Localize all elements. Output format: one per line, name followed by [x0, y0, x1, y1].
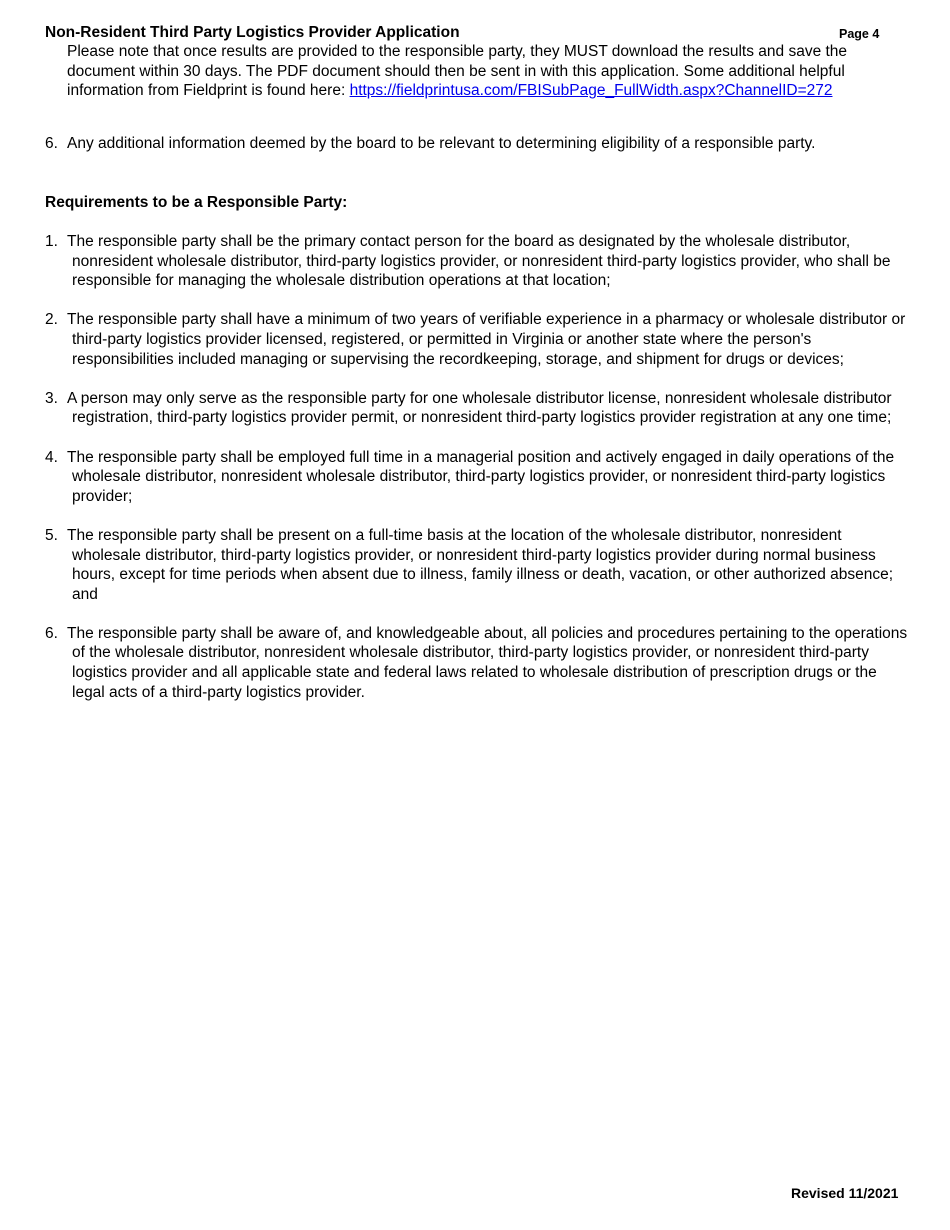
list-item [45, 448, 910, 507]
list-item-text: The responsible party shall be aware of, and knowledgeable about, all policies and procedures pertaining to the operations of the wholesale distributor, nonresident wholesale distributor, third-party logistics provider, or nonresident third-party logistics provider and all applicable state and federal laws related to wholesale distribution of prescription drugs or the legal acts of a third-party logistics provider. [67, 624, 908, 701]
list-item [45, 310, 910, 369]
list-item-text: A person may only serve as the responsible party for one wholesale distributor license, nonresident wholesale distributor registration, third-party logistics provider permit, or nonresident third-party logistics provider registration at any one time; [67, 389, 892, 427]
list-item [45, 232, 910, 291]
eligibility-item-6 [45, 134, 905, 154]
list-item-text: The responsible party shall be the primary contact person for the board as designated by the wholesale distributor, nonresident wholesale distributor, third-party logistics provider, or nonresident third-party logistics provider, who shall be responsible for managing the wholesale distribution operations at that location; [67, 233, 891, 290]
list-number: 6. [45, 135, 58, 152]
list-item [45, 624, 910, 702]
list-number: 3. [45, 389, 58, 407]
list-number: 6. [45, 624, 58, 642]
list-item-text: Any additional information deemed by the board to be relevant to determining eligibility of a responsible party. [67, 135, 816, 152]
list-number: 5. [45, 526, 58, 544]
revision-date: Revised 11/2021 [791, 1185, 899, 1201]
list-item-text: The responsible party shall be present on a full-time basis at the location of the wholesale distributor, nonresident wholesale distributor, third-party logistics provider, or nonresident third-party logistics provider during normal business hours, except for time periods when absent due to illness, family illness or death, vacation, or other authorized absence; and [67, 526, 894, 603]
list-item-text: The responsible party shall have a minimum of two years of verifiable experience in a pharmacy or wholesale distributor or third-party logistics provider licensed, registered, or permitted in Virginia or another state where the person's responsibilities included managing or supervising the recordkeeping, storage, and shipment for drugs or devices; [67, 311, 906, 368]
list-item [45, 389, 910, 428]
fieldprint-link[interactable]: https://fieldprintusa.com/FBISubPage_FullWidth.aspx?ChannelID=272 [349, 82, 833, 100]
fieldprint-results-note [67, 42, 912, 101]
list-number: 2. [45, 311, 58, 329]
page-number: Page 4 [839, 27, 880, 41]
section-heading: Requirements to be a Responsible Party: [45, 194, 348, 211]
list-item-text: The responsible party shall be employed full time in a managerial position and actively engaged in daily operations of the wholesale distributor, nonresident wholesale distributor, third-party logistics provider, or nonresident third-party logistics provider; [67, 448, 895, 505]
document-title: Non-Resident Third Party Logistics Provider Application [45, 24, 460, 41]
requirements-list [45, 232, 910, 722]
fieldprint-results-note-text: Please note that once results are provided to the responsible party, they MUST download the results and save the document within 30 days. The PDF document should then be sent in with this application. Some additional helpful information from Fieldprint is found here: [67, 43, 848, 100]
list-item [45, 526, 910, 604]
list-number: 1. [45, 233, 58, 250]
list-number: 4. [45, 448, 58, 466]
